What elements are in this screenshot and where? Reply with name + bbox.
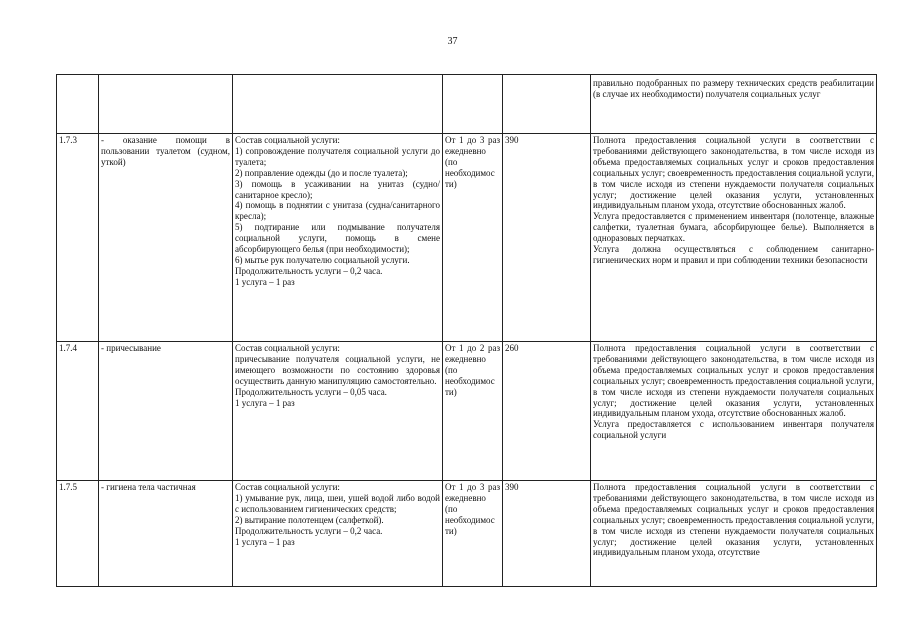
cell-frequency: От 1 до 3 раз ежедневно (по необходимос ти) [443,134,503,342]
cell-price: 390 [503,134,591,342]
cell-composition [233,134,443,342]
cell-name [99,75,233,134]
quality-paragraph: Полнота предоставления социальной услуги в соответствии с требованиями действующего законодательства, в том числе исходя из объема предоставляемых социальных услуг и сроков предоставления социальных услуг; своевременность предоставления социальной услуги, в том числе исходя из степени нуждаемости получателя социальных услуг; достижение целей оказания услуги, установленных индивидуальным планом ухода, отсутствие обоснованных жалоб. [593,343,874,419]
page-number: 37 [447,36,458,47]
cell-frequency: От 1 до 2 раз ежедневно (по необходимос ти) [443,342,503,481]
table-row-1-7-4 [57,342,877,481]
cell-num: 1.7.4 [57,342,99,481]
cell-frequency: От 1 до 3 раз ежедневно (по необходимос ти) [443,481,503,587]
composition-line: 1 услуга – 1 раз [235,276,295,287]
cell-quality [591,342,877,481]
cell-quality: правильно подобранных по размеру технических средств реабилитации (в случае их необходимости) получателя социальных услуг [591,75,877,134]
composition-line: Состав социальной услуги: [235,343,340,353]
cell-quality [591,134,877,342]
cell-num [57,75,99,134]
composition-line: Продолжительность услуги – 0,05 часа. [235,386,387,397]
cell-composition [233,75,443,134]
cell-name: - причесывание [99,342,233,481]
cell-composition [233,481,443,587]
composition-line: 3) помощь в усаживании на унитаз (судно/санитарное кресло); [235,178,440,200]
table-row-1-7-3 [57,134,877,342]
composition-line: Состав социальной услуги: [235,135,340,145]
quality-paragraph: Услуга предоставляется с применением инвентаря (полотенце, влажные салфетки, туалетная бумага, абсорбирующее белье). Выполняется в одноразовых перчатках. [593,211,874,244]
composition-line: 1 услуга – 1 раз [235,397,295,408]
cell-name: - гигиена тела частичная [99,481,233,587]
quality-paragraph: Полнота предоставления социальной услуги в соответствии с требованиями действующего законодательства, в том числе исходя из объема предоставляемых социальных услуг и сроков предоставления социальных услуг; своевременность предоставления социальной услуги, в том числе исходя из степени нуждаемости получателя социальных услуг; достижение целей оказания услуги, установленных индивидуальным планом ухода, отсутствие обоснованных жалоб. [593,135,874,211]
composition-line: 2) вытирание полотенцем (салфеткой). [235,514,384,525]
cell-price: 390 [503,481,591,587]
table-row-continuation [57,75,877,134]
cell-num: 1.7.3 [57,134,99,342]
table-row-1-7-5 [57,481,877,587]
services-table [56,74,877,587]
composition-line: 1 услуга – 1 раз [235,536,295,547]
composition-line: 2) поправление одежды (до и после туалета); [235,167,408,178]
composition-line: причесывание получателя социальной услуги, не имеющего возможности по состоянию здоровья осуществить данную манипуляцию самостоятельно. [235,353,440,386]
cell-composition [233,342,443,481]
cell-price: 260 [503,342,591,481]
cell-num: 1.7.5 [57,481,99,587]
composition-line: 4) помощь в поднятии с унитаза (судна/санитарного кресла); [235,200,440,222]
composition-line: 6) мытье рук получателю социальной услуги. [235,254,410,265]
quality-paragraph: Услуга должна осуществляться с соблюдением санитарно-гигиенических норм и правил и при соблюдении техники безопасности [593,244,874,265]
cell-price [503,75,591,134]
cell-quality [591,481,877,587]
composition-line: Продолжительность услуги – 0,2 часа. [235,265,383,276]
composition-line: 1) сопровождение получателя социальной услуги до туалета; [235,145,440,167]
composition-line: Состав социальной услуги: [235,482,340,492]
quality-paragraph: Услуга предоставляется с использованием инвентаря получателя социальной услуги [593,419,874,441]
cell-name: - оказание помощи в пользовании туалетом (судном, уткой) [99,134,233,342]
composition-line: 5) подтирание или подмывание получателя социальной услуги, помощь в смене абсорбирующего белья (при необходимости); [235,222,440,255]
quality-paragraph: Полнота предоставления социальной услуги в соответствии с требованиями действующего законодательства, в том числе исходя из объема предоставляемых социальных услуг и сроков предоставления социальных услуг; своевременность предоставления социальной услуги, в том числе исходя из степени нуждаемости получателя социальных услуг; достижение целей оказания услуги, установленных индивидуальным планом ухода, отсутствие [593,482,874,558]
composition-line: 1) умывание рук, лица, шеи, ушей водой либо водой с использованием гигиенических средств; [235,492,440,514]
composition-line: Продолжительность услуги – 0,2 часа. [235,525,383,536]
cell-frequency [443,75,503,134]
